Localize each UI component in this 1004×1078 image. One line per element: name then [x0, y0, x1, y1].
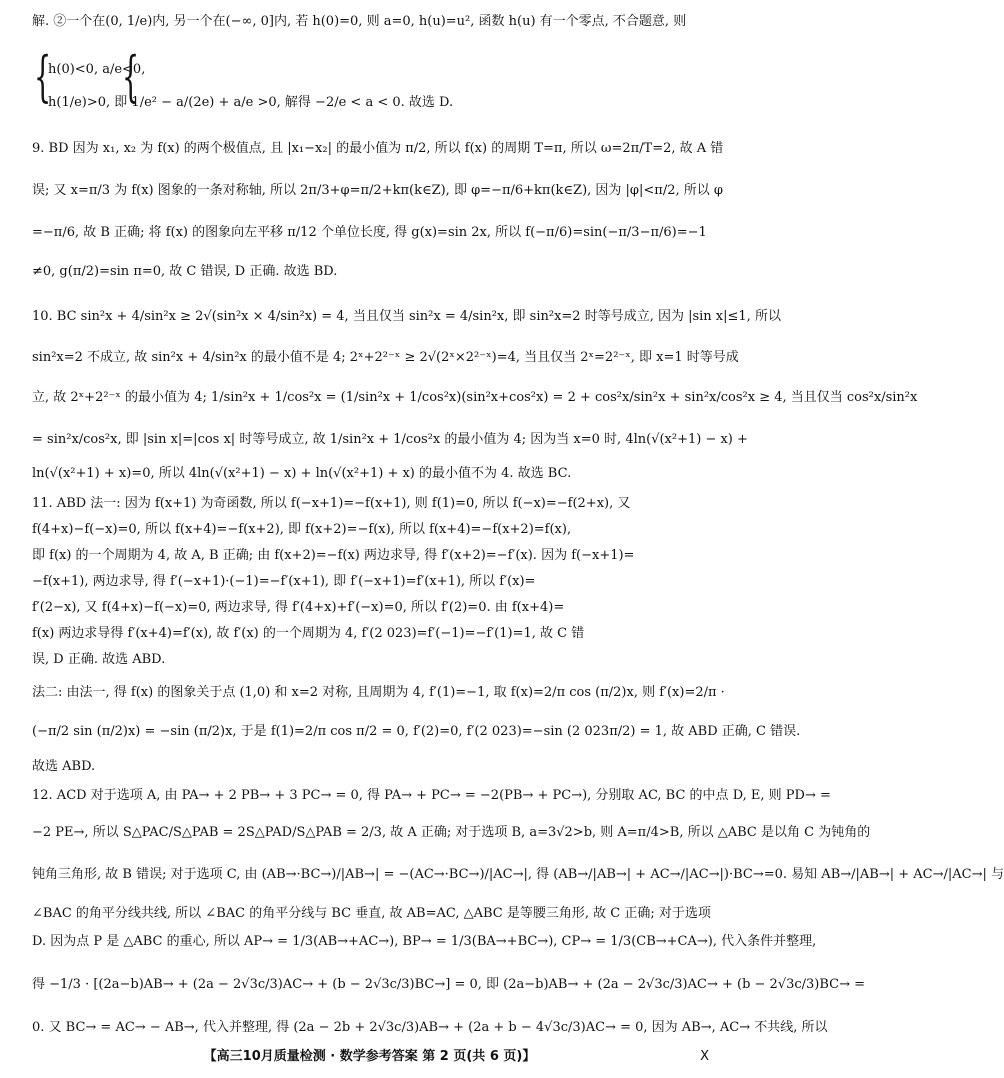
brace-right: { [122, 45, 140, 108]
text-line: h(1/e)>0, 即 1/e² − a/(2e) + a/e >0, 解得 −2/e < a < 0. 故选 D. [48, 95, 454, 110]
text-line: f(4+x)−f(−x)=0, 所以 f(x+4)=−f(x+2), 即 f(x+2)=−f(x), 所以 f(x+4)=−f(x+2)=f(x), [32, 522, 572, 537]
text-line: 误; 又 x=π/3 为 f(x) 图象的一条对称轴, 所以 2π/3+φ=π/2+kπ(k∈Z), 即 φ=−π/6+kπ(k∈Z), 因为 |φ|<π/2, 所以 φ [32, 183, 723, 198]
text-line: 10. BC sin²x + 4/sin²x ≥ 2√(sin²x × 4/sin²x) = 4, 当且仅当 sin²x = 4/sin²x, 即 sin²x=2 时等号成立, 因为 |sin x|≤1, 所以 [32, 309, 781, 324]
page-footer: 【高三10月质量检测 · 数学参考答案 第 2 页(共 6 页)】 [203, 1049, 536, 1064]
text-line: = sin²x/cos²x, 即 |sin x|=|cos x| 时等号成立, 故 1/sin²x + 1/cos²x 的最小值为 4; 因为当 x=0 时, 4ln(√(x²+1) − x) + [32, 432, 748, 447]
text-line: 9. BD 因为 x₁, x₂ 为 f(x) 的两个极值点, 且 |x₁−x₂| 的最小值为 π/2, 所以 f(x) 的周期 T=π, 所以 ω=2π/T=2, 故 A 错 [32, 141, 724, 156]
text-line: 11. ABD 法一: 因为 f(x+1) 为奇函数, 所以 f(−x+1)=−f(x+1), 则 f(1)=0, 所以 f(−x)=−f(2+x), 又 [32, 496, 631, 511]
text-line: h(0)<0, a/e<0, [48, 62, 146, 77]
text-line: f′(2−x), 又 f(4+x)−f(−x)=0, 两边求导, 得 f′(4+x)+f′(−x)=0, 所以 f′(2)=0. 由 f(x+4)= [32, 600, 565, 615]
text-line: 0. 又 BC→ = AC→ − AB→, 代入并整理, 得 (2a − 2b + 2√3c/3)AB→ + (2a + b − 4√3c/3)AC→ = 0, 因为 AB→, AC→ 不共线, 所以 [32, 1020, 828, 1035]
text-line: D. 因为点 P 是 △ABC 的重心, 所以 AP→ = 1/3(AB→+AC→), BP→ = 1/3(BA→+BC→), CP→ = 1/3(CB→+CA→), 代入条件并整理, [32, 934, 817, 949]
text-line: sin²x=2 不成立, 故 sin²x + 4/sin²x 的最小值不是 4; 2ˣ+2²⁻ˣ ≥ 2√(2ˣ×2²⁻ˣ)=4, 当且仅当 2ˣ=2²⁻ˣ, 即 x=1 时等号成 [32, 350, 739, 365]
text-line: 立, 故 2ˣ+2²⁻ˣ 的最小值为 4; 1/sin²x + 1/cos²x = (1/sin²x + 1/cos²x)(sin²x+cos²x) = 2 + cos²x/sin²x + sin²x/cos²x ≥ 4, 当且仅当 cos²x/sin²x [32, 390, 918, 405]
text-line: 解. ②一个在(0, 1/e)内, 另一个在(−∞, 0]内, 若 h(0)=0, 则 a=0, h(u)=u², 函数 h(u) 有一个零点, 不合题意, 则 [32, 14, 687, 29]
text-line: −2 PE→, 所以 S△PAC/S△PAB = 2S△PAD/S△PAB = 2/3, 故 A 正确; 对于选项 B, a=3√2>b, 则 A=π/4>B, 所以 △ABC 是以角 C 为钝角的 [32, 825, 871, 840]
brace-left: { [34, 45, 52, 108]
text-line: 即 f(x) 的一个周期为 4, 故 A, B 正确; 由 f(x+2)=−f(x) 两边求导, 得 f′(x+2)=−f′(x). 因为 f(−x+1)= [32, 548, 635, 563]
text-line: =−π/6, 故 B 正确; 将 f(x) 的图象向左平移 π/12 个单位长度, 得 g(x)=sin 2x, 所以 f(−π/6)=sin(−π/3−π/6)=−1 [32, 225, 707, 240]
text-line: 误, D 正确. 故选 ABD. [32, 652, 166, 667]
text-line: 法二: 由法一, 得 f(x) 的图象关于点 (1,0) 和 x=2 对称, 且周期为 4, f′(1)=−1, 取 f(x)=2/π cos (π/2)x, 则 f′(x)=2/π · [32, 685, 725, 700]
text-line: 12. ACD 对于选项 A, 由 PA→ + 2 PB→ + 3 PC→ = 0, 得 PA→ + PC→ = −2(PB→ + PC→), 分别取 AC, BC 的中点 D, E, 则 PD→ = [32, 788, 831, 803]
text-line: −f(x+1), 两边求导, 得 f′(−x+1)·(−1)=−f′(x+1), 即 f′(−x+1)=f′(x+1), 所以 f′(x)= [32, 574, 536, 589]
text-line: 故选 ABD. [32, 759, 96, 774]
text-line: 钝角三角形, 故 B 错误; 对于选项 C, 由 (AB→·BC→)/|AB→| = −(AC→·BC→)/|AC→|, 得 (AB→/|AB→| + AC→/|AC→|)·BC→=0. 易知 AB→/|AB→| + AC→/|AC→| 与 [32, 867, 1004, 882]
text-line: f(x) 两边求导得 f′(x+4)=f′(x), 故 f′(x) 的一个周期为 4, f′(2 023)=f′(−1)=−f′(1)=1, 故 C 错 [32, 626, 585, 641]
text-line: 得 −1/3 · [(2a−b)AB→ + (2a − 2√3c/3)AC→ + (b − 2√3c/3)BC→] = 0, 即 (2a−b)AB→ + (2a − 2√3c/3)AC→ + (b − 2√3c/3)BC→ = [32, 977, 866, 992]
text-line: ≠0, g(π/2)=sin π=0, 故 C 错误, D 正确. 故选 BD. [32, 264, 338, 279]
text-line: (−π/2 sin (π/2)x) = −sin (π/2)x, 于是 f(1)=2/π cos π/2 = 0, f′(2)=0, f′(2 023)=−sin (2 023π/2) = 1, 故 ABD 正确, C 错误. [32, 724, 801, 739]
text-line: ∠BAC 的角平分线共线, 所以 ∠BAC 的角平分线与 BC 垂直, 故 AB=AC, △ABC 是等腰三角形, 故 C 正确; 对于选项 [32, 906, 711, 921]
corner-mark: X [700, 1049, 709, 1064]
text-line: ln(√(x²+1) + x)=0, 所以 4ln(√(x²+1) − x) + ln(√(x²+1) + x) 的最小值不为 4. 故选 BC. [32, 466, 572, 481]
